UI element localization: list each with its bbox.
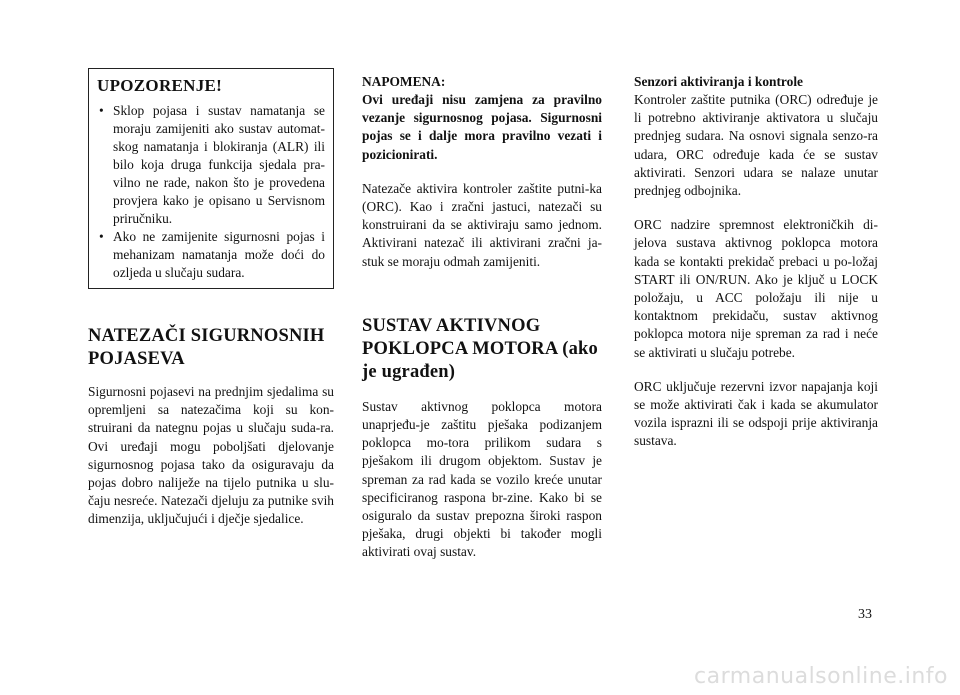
warning-box [88,68,334,289]
pretensioners-body: Sigurnosni pojasevi na prednjim sjedalima su opremljeni sa natezačima koji su kon-struirani da nategnu pojas u slučaju suda-ra. Ovi uređaji mogu poboljšati djelovanje sigurnosnog pojasa tako da osiguravaju da pojas dobro naliježe na tijelo putnika u slu-čaju nesreće. Natezači djeluju za putnike svih dimenzija, uključujući i dječje sjedalice. [88,384,334,527]
warning-item-text: Ako ne zamijenite sigurnosni pojas i mehanizam namatanja može doći do ozljeda u slučaju sudara. [113,229,325,280]
active-hood-body: Sustav aktivnog poklopca motora unaprjeđu-je zaštitu pješaka podizanjem poklopca mo-tora prilikom sudara s pješakom ili drugom objektom. Sustav je spreman za rad kada se vozilo kreće unutar specificiranog raspona br-zine. Kako bi se osiguralo da sustav prepozna široki raspon pješaka, drugi objekti bi također mogli aktivirati ovaj sustav. [362,398,602,560]
pretensioners-heading: NATEZAČI SIGURNOSNIH POJASEVA [88,326,325,369]
bullet-icon: • [99,103,104,118]
page-number: 33 [858,607,872,622]
sensors-paragraph-3: ORC uključuje rezervni izvor napajanja koji se može aktivirati čak i kada se akumulator vozila isprazni ili se odspoji prije aktiviranja sustava. [634,378,878,449]
warning-item [97,228,325,282]
note-body: Natezače aktivira kontroler zaštite putni-ka (ORC). Kao i zračni jastuci, natezači su konstruirani da se aktiviraju samo jednom. Aktivirani natezač ili aktivirani zračni ja-stuk se moraju odmah zamijeniti. [362,180,602,269]
watermark: carmanualsonline.info [694,664,948,689]
active-hood-heading: SUSTAV AKTIVNOG POKLOPCA MOTORA (ako je ugrađen) [362,315,598,382]
warning-title: UPOZORENJE! [97,76,223,95]
sensors-heading: Senzori aktiviranja i kontrole [634,74,803,89]
middle-column [362,73,602,562]
warning-item [97,102,325,228]
note-title: NAPOMENA: [362,74,446,89]
bullet-icon: • [99,229,104,244]
note-bold-text: Ovi uređaji nisu zamjena za pravilno vezanje sigurnosnog pojasa. Sigurnosni pojas se i dalje mora pravilno vezati i pozicionirati. [362,92,602,162]
right-column [634,73,878,451]
warning-list [97,102,325,282]
left-column [88,68,334,529]
sensors-paragraph-1: Kontroler zaštite putnika (ORC) određuje je li potrebno aktiviranje aktivatora u slučaju prednjeg sudara. Na osnovi signala senzo-ra udara, ORC određuje kada će se sustav aktivirati. Senzori udara se nalaze unutar prednjeg odbojnika. [634,92,878,199]
sensors-paragraph-2: ORC nadzire spremnost elektroničkih di-jelova sustava aktivnog poklopca motora kada se kontakti prekidač prebaci u po-ložaj START ili ON/RUN. Ako je ključ u LOCK položaju, u ACC položaju ili nije u kontaktnom prekidaču, sustav aktivnog poklopca motora nije spreman za rad i neće se aktivirati u slučaju potrebe. [634,217,878,360]
warning-item-text: Sklop pojasa i sustav namatanja se moraju zamijeniti ako sustav automat-skog namatanja i blokiranja (ALR) ili bilo koja druga funkcija sjedala pra-vilno ne rade, nakon što je provedena provjera kako je opisano u Servisnom priručniku. [113,103,325,226]
